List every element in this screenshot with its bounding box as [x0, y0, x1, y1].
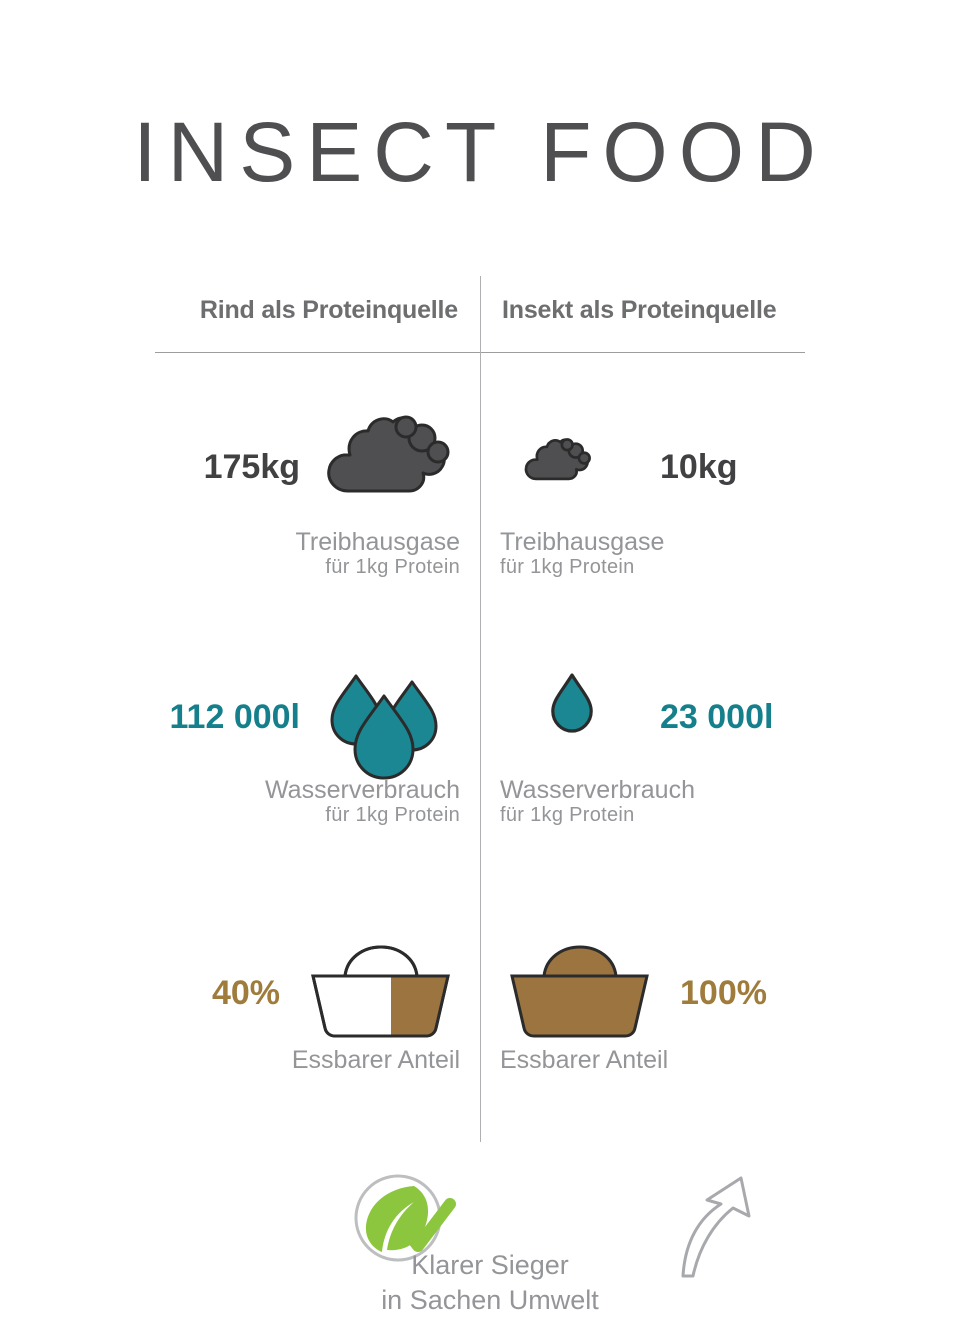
caption-insect-edible — [500, 1046, 940, 1074]
page-title: INSECT FOOD — [133, 105, 827, 199]
row-edible-portion — [0, 918, 960, 1148]
row-edible-right — [480, 918, 960, 1148]
footer-line-2: in Sachen Umwelt — [381, 1284, 599, 1315]
water-drop-icon — [320, 658, 450, 788]
row-water-usage — [0, 648, 960, 878]
food-bowl-icon — [502, 938, 657, 1048]
smoke-cloud-icon — [516, 430, 596, 497]
value-beef-greenhouse: 175kg — [203, 448, 300, 486]
caption-insect-greenhouse — [500, 528, 940, 578]
row-greenhouse-right — [480, 400, 960, 630]
caption-subtext: für 1kg Protein — [325, 556, 460, 578]
caption-insect-water — [500, 776, 940, 826]
caption-text: Essbarer Anteil — [291, 1046, 460, 1074]
row-water-right — [480, 648, 960, 878]
value-insect-greenhouse: 10kg — [660, 448, 738, 486]
caption-subtext: für 1kg Protein — [500, 556, 635, 578]
column-header-insect: Insekt als Proteinquelle — [502, 296, 777, 324]
caption-beef-greenhouse — [20, 528, 460, 578]
row-water-left — [0, 648, 480, 878]
water-drop-icon — [548, 670, 596, 741]
caption-beef-edible — [20, 1046, 460, 1074]
footer-caption — [330, 1248, 650, 1317]
footer-line-1: Klarer Sieger — [411, 1250, 569, 1280]
column-header-beef: Rind als Proteinquelle — [199, 296, 458, 324]
caption-text: Treibhausgase — [295, 528, 460, 556]
caption-text: Treibhausgase — [500, 528, 665, 556]
row-greenhouse-left — [0, 400, 480, 630]
value-insect-edible: 100% — [680, 974, 767, 1012]
footer — [0, 1160, 960, 1340]
caption-beef-water — [20, 776, 460, 826]
caption-text: Wasserverbrauch — [265, 776, 460, 804]
caption-text: Essbarer Anteil — [500, 1046, 669, 1074]
caption-subtext: für 1kg Protein — [500, 804, 635, 826]
value-beef-water: 112 000l — [169, 698, 300, 736]
food-bowl-icon — [303, 938, 458, 1048]
row-edible-left — [0, 918, 480, 1148]
row-greenhouse-gases — [0, 400, 960, 630]
caption-text: Wasserverbrauch — [500, 776, 695, 804]
caption-subtext: für 1kg Protein — [325, 804, 460, 826]
curved-up-arrow-icon — [665, 1160, 775, 1285]
value-beef-edible: 40% — [211, 974, 280, 1012]
value-insect-water: 23 000l — [660, 698, 774, 736]
smoke-cloud-icon — [310, 400, 460, 520]
